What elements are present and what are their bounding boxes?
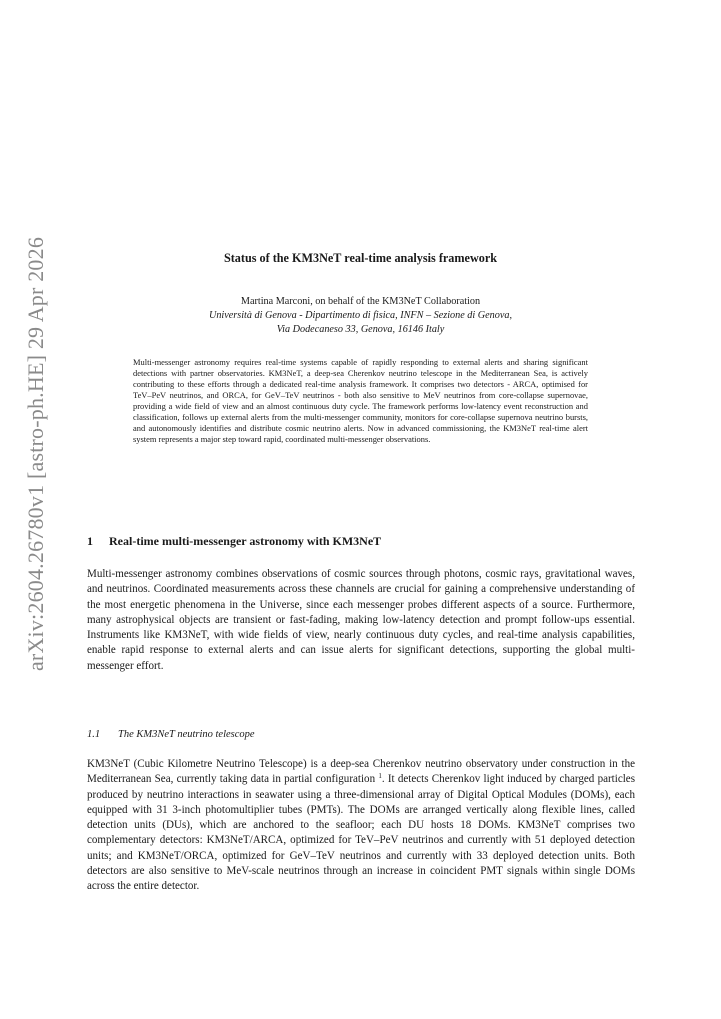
subsection-number: 1.1 [87, 729, 101, 740]
paragraph-text-b: . It detects Cherenkov light induced by charged particles produced by neutrino interactions in seawater using a three-dimensional array of Digital Optical Modules (DOMs), each equipped with 31 3-inch photomultiplier tubes (PMTs). The DOMs are arranged vertically along flexible lines, called detection units (DUs), which are anchored to the seafloor; each DU hosts 18 DOMs. KM3NeT comprises two complementary detectors: KM3NeT/ARCA, optimized for TeV–PeV neutrinos and currently with 51 deployed detection units; and KM3NeT/ORCA, optimized for GeV–TeV neutrinos and currently with 33 deployed detection units. Both detectors are also sensitive to MeV-scale neutrinos through an increase in coincident PMT signals within single DOMs across the entire detector. [87, 773, 635, 892]
affiliation-line-1: Università di Genova - Dipartimento di fisica, INFN – Sezione di Genova, [208, 310, 513, 321]
author-block [0, 295, 721, 337]
subsection-heading [87, 729, 255, 740]
paragraph-text-a: KM3NeT (Cubic Kilometre Neutrino Telescope) is a deep-sea Cherenkov neutrino observatory under construction in the Mediterranean Sea, currently taking data in partial configuration [87, 758, 635, 786]
section-number: 1 [87, 534, 93, 548]
section-title: Real-time multi-messenger astronomy with KM3NeT [109, 534, 382, 548]
subsection-title: The KM3NeT neutrino telescope [118, 729, 255, 740]
section-paragraph: Multi-messenger astronomy combines observations of cosmic sources through photons, cosmic rays, gravitational waves, and neutrinos. Coordinated measurements across these channels are crucial for gaining a comprehensive understanding of the most energetic phenomena in the Universe, since each messenger probes different aspects of a source. Furthermore, many astrophysical objects are transient or fast-fading, making low-latency detection and prompt follow-ups essential. Instruments like KM3NeT, with wide fields of view, nearly continuous duty cycles, and real-time analysis capabilities, enable rapid response to external alerts and can issue alerts for significant detections, supporting the global multi-messenger effort. [87, 568, 635, 672]
section-heading [87, 534, 381, 549]
author-name: Martina Marconi, on behalf of the KM3NeT Collaboration [240, 296, 481, 307]
abstract: Multi-messenger astronomy requires real-time systems capable of rapidly responding to external alerts and sharing significant detections with partner observatories. KM3NeT, a deep-sea Cherenkov neutrino telescope in the Mediterranean Sea, is actively contributing to these efforts through a dedicated real-time analysis framework. It comprises two detectors - ARCA, optimised for TeV–PeV neutrinos, and ORCA, for GeV–TeV neutrinos - both also sensitive to MeV neutrinos from core-collapse supernovae, providing a wide field of view and an almost continuous duty cycle. The framework performs low-latency event reconstruction and classification, follows up external alerts from the multi-messenger community, monitors for core-collapse supernova neutrino bursts, and autonomously identifies and distribute cosmic neutrino alerts. Now in advanced commissioning, the KM3NeT real-time alert system represents a major step toward rapid, coordinated multi-messenger observations. [133, 357, 588, 444]
affiliation-line-2: Via Dodecaneso 33, Genova, 16146 Italy [276, 324, 445, 335]
arxiv-identifier: arXiv:2604.26780v1 [astro-ph.HE] 29 Apr 2026 [23, 236, 48, 672]
paper-title: Status of the KM3NeT real-time analysis framework [223, 251, 498, 265]
subsection-paragraph [87, 757, 635, 894]
footnote-mark[interactable]: 1 [378, 772, 382, 781]
